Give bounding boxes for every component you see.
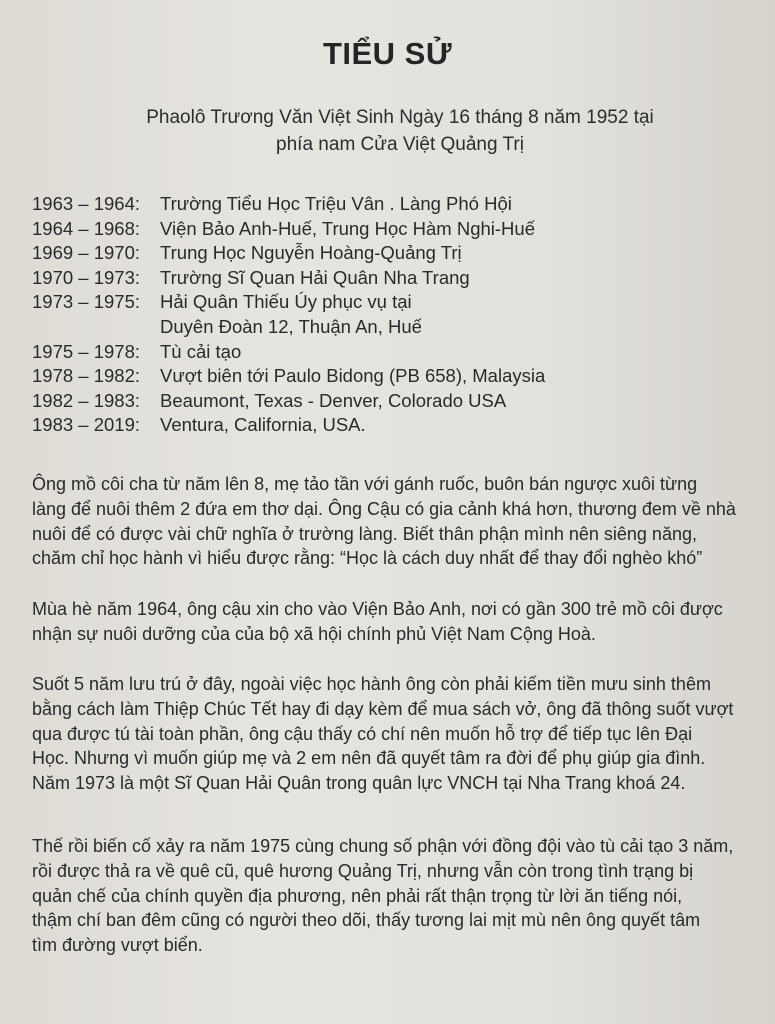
paragraph-line: tìm đường vượt biển. xyxy=(32,935,203,956)
paragraph-line: chăm chỉ học hành vì hiểu được rằng: “Học là cách duy nhất để thay đổi nghèo khó” xyxy=(32,548,703,569)
timeline-text: Trường Tiểu Học Triệu Vân . Làng Phó Hội xyxy=(160,193,512,214)
timeline-text: Tù cải tạo xyxy=(160,340,242,362)
paragraph-studies xyxy=(32,672,754,796)
timeline-text: Trung Học Nguyễn Hoàng-Quảng Trị xyxy=(160,242,462,264)
paragraph-line: Học. Nhưng vì muốn giúp mẹ và 2 em nên đã quyết tâm ra đời để phụ giúp gia đình. xyxy=(32,748,706,769)
timeline-text: Vượt biên tới Paulo Bidong (PB 658), Malaysia xyxy=(160,365,546,387)
timeline-years: 1982 – 1983: xyxy=(32,389,141,411)
timeline-row xyxy=(32,389,752,414)
timeline xyxy=(32,192,752,438)
timeline-row xyxy=(32,266,752,291)
timeline-text: Trường Sĩ Quan Hải Quân Nha Trang xyxy=(160,266,470,288)
timeline-years: 1970 – 1973: xyxy=(32,266,141,288)
timeline-text: Hải Quân Thiếu Úy phục vụ tại xyxy=(160,291,412,313)
subtitle xyxy=(80,104,720,158)
timeline-years: 1978 – 1982: xyxy=(32,365,141,387)
timeline-row xyxy=(32,364,752,389)
paragraph-line: Thế rồi biến cố xảy ra năm 1975 cùng chung số phận với đồng đội vào tù cải tạo 3 năm, xyxy=(32,836,734,856)
paragraph-line: Ông mồ côi cha từ năm lên 8, mẹ tảo tần với gánh ruốc, buôn bán ngược xuôi từng xyxy=(32,474,698,494)
timeline-row xyxy=(32,192,752,217)
paragraph-line: quản chế của chính quyền địa phương, nên phải rất thận trọng từ lời ăn tiếng nói, xyxy=(32,885,683,906)
timeline-row xyxy=(32,315,752,340)
paragraph-line: nhận sự nuôi dưỡng của của bộ xã hội chính phủ Việt Nam Cộng Hoà. xyxy=(32,623,596,644)
timeline-row xyxy=(32,340,752,365)
paragraph-line: Năm 1973 là một Sĩ Quan Hải Quân trong quân lực VNCH tại Nha Trang khoá 24. xyxy=(32,773,686,794)
timeline-years: 1975 – 1978: xyxy=(32,340,141,362)
paragraph-line: bằng cách làm Thiệp Chúc Tết hay đi dạy kèm để mua sách vở, ông đã thông suốt vượt xyxy=(32,698,734,719)
paragraph-line: qua được tú tài toàn phần, ông cậu thấy có chí nên muốn hỗ trợ để tiếp tục lên Đại xyxy=(32,723,693,744)
timeline-text: Duyên Đoàn 12, Thuận An, Huế xyxy=(160,315,422,337)
paragraph-line: nuôi để có được vài chữ nghĩa ở trường làng. Biết thân phận mình nên siêng năng, xyxy=(32,523,697,544)
timeline-years: 1983 – 2019: xyxy=(32,414,141,436)
timeline-years xyxy=(32,315,160,340)
subtitle-line: Phaolô Trương Văn Việt Sinh Ngày 16 tháng 8 năm 1952 tại xyxy=(146,107,654,128)
paragraph-line: làng để nuôi thêm 2 đứa em thơ dại. Ông Cậu có gia cảnh khá hơn, thương đem về nhà xyxy=(32,498,736,519)
paragraph-line: rồi được thả ra về quê cũ, quê hương Quảng Trị, nhưng vẫn còn trong tình trạng bị xyxy=(32,860,694,881)
paragraph-line: Mùa hè năm 1964, ông cậu xin cho vào Viện Bảo Anh, nơi có gần 300 trẻ mồ côi được xyxy=(32,599,723,619)
timeline-row xyxy=(32,413,752,438)
timeline-years: 1964 – 1968: xyxy=(32,217,141,239)
paragraph-childhood xyxy=(32,472,754,571)
paragraph-line: Suốt 5 năm lưu trú ở đây, ngoài việc học hành ông còn phải kiếm tiền mưu sinh thêm xyxy=(32,674,711,694)
timeline-years: 1963 – 1964: xyxy=(32,193,141,214)
timeline-row xyxy=(32,241,752,266)
paragraph-line: thậm chí ban đêm cũng có người theo dõi, thấy tương lai mịt mù nên ông quyết tâm xyxy=(32,910,701,931)
timeline-row xyxy=(32,217,752,242)
timeline-text: Beaumont, Texas - Denver, Colorado USA xyxy=(160,389,507,411)
timeline-row xyxy=(32,290,752,315)
timeline-years: 1969 – 1970: xyxy=(32,242,141,264)
paragraph-1975 xyxy=(32,834,754,958)
timeline-years: 1973 – 1975: xyxy=(32,291,141,313)
subtitle-line: phía nam Cửa Việt Quảng Trị xyxy=(276,134,524,155)
timeline-text: Ventura, California, USA. xyxy=(160,414,366,436)
paragraph-orphanage xyxy=(32,597,754,647)
timeline-text: Viện Bảo Anh-Huế, Trung Học Hàm Nghi-Huế xyxy=(160,217,535,239)
page-title: TIỂU SỬ xyxy=(322,36,453,71)
